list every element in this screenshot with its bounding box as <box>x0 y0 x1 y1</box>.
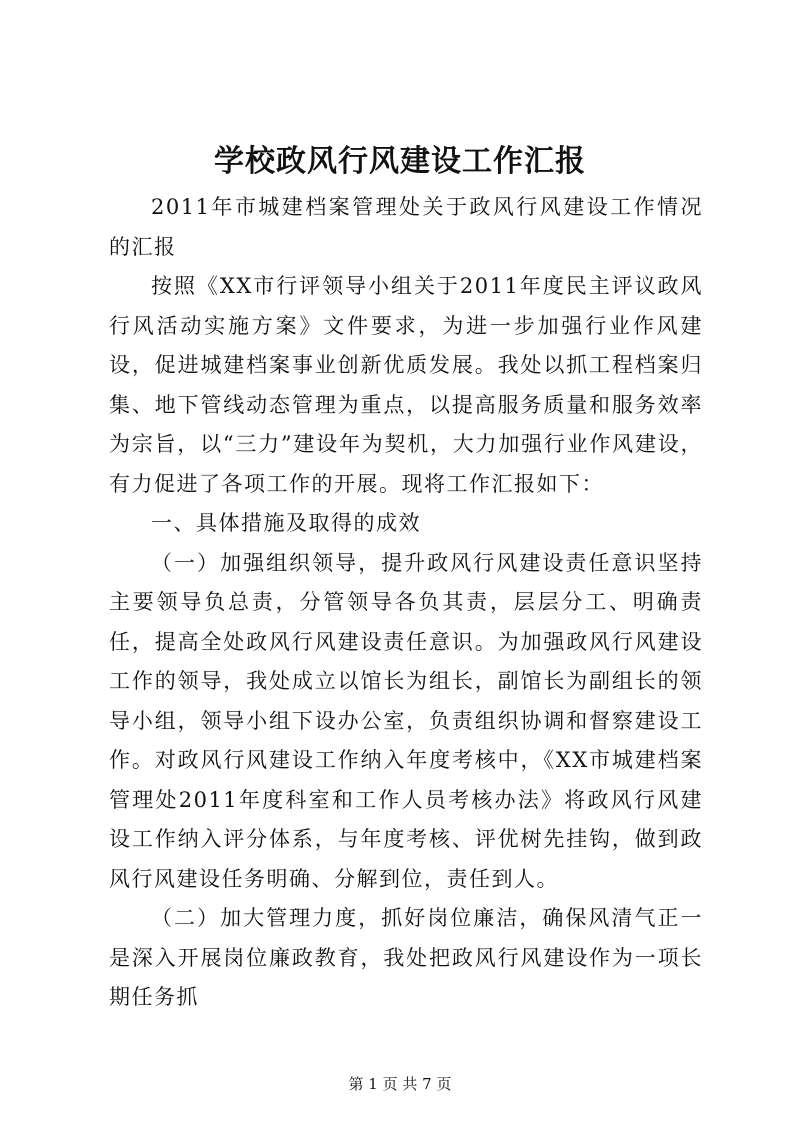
paragraph-organization: （一）加强组织领导，提升政风行风建设责任意识坚持主要领导负总责，分管领导各负其责，层层分工、明确责任，提高全处政风行风建设责任意识。为加强政风行风建设工作的领导，我处成立以馆长为组长，副馆长为副组长的领导小组，领导小组下设办公室，负责组织协调和督察建设工作。对政风行风建设工作纳入年度考核中，《XX市城建档案管理处2011年度科室和工作人员考核办法》将政风行风建设工作纳入评分体系，与年度考核、评优树先挂钩，做到政风行风建设任务明确、分解到位，责任到人。 <box>109 550 703 891</box>
section-heading-measures: 一、具体措施及取得的成效 <box>151 511 421 535</box>
paragraph-background: 按照《XX市行评领导小组关于2011年度民主评议政风行风活动实施方案》文件要求，为进一步加强行业作风建设，促进城建档案事业创新优质发展。我处以抓工程档案归集、地下管线动态管理为重点，以提高服务质量和服务效率为宗旨，以“三力”建设年为契机，大力加强行业作风建设，有力促进了各项工作的开展。现将工作汇报如下： <box>109 274 703 496</box>
paragraph-intro-title: 2011年市城建档案管理处关于政风行风建设工作情况的汇报 <box>109 195 703 259</box>
paragraph-management: （二）加大管理力度，抓好岗位廉洁，确保风清气正一是深入开展岗位廉政教育，我处把政风行风建设作为一项长期任务抓 <box>109 906 703 1009</box>
document-title: 学校政风行风建设工作汇报 <box>214 144 586 179</box>
document-body <box>109 188 703 1018</box>
page-number-footer: 第 1 页 共 7 页 <box>348 1075 452 1093</box>
